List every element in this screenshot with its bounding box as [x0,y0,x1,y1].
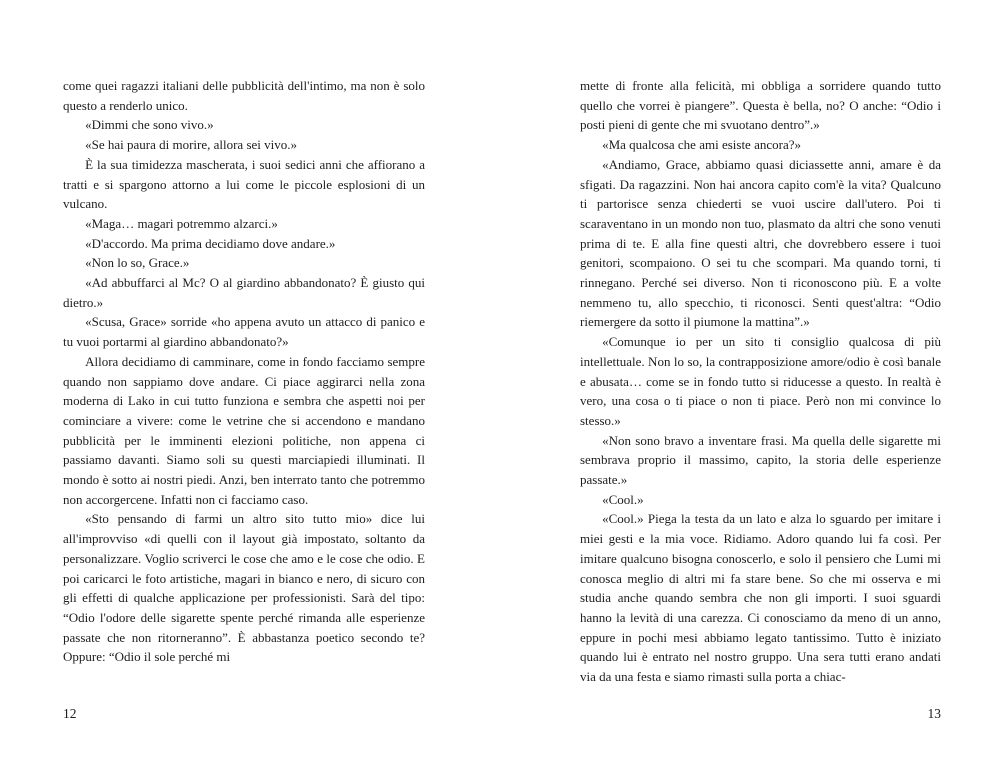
paragraph: «Se hai paura di morire, allora sei vivo.» [85,137,298,153]
paragraph: «Sto pensando di farmi un altro sito tutto mio» dice lui all'improvviso «di quelli con il layout già impostato, soltanto da personalizzare. Voglio scriverci le cose che amo e le cose che odio. E poi caricarci le foto artistiche, magari in bianco e nero, di sicuro con gli effetti di qualche applicazione per professionisti. Sarà del tipo: “Odio l'odore delle sigarette spente perché rimanda alle esperienze passate che non ritorneranno”. È abbastanza poetico secondo te? Oppure: “Odio il sole perché mi [63,511,425,665]
paragraph: «Maga… magari potremmo alzarci.» [85,215,278,231]
paragraph: «Dimmi che sono vivo.» [85,117,214,133]
paragraph: «Andiamo, Grace, abbiamo quasi diciassette anni, amare è da sfigati. Da ragazzini. Non hai ancora capito com'è la vita? Qualcuno ti partorisce senza chiederti se vuoi uscire dall'utero. Poi ti scaraventano in un mondo non tuo, plasmato da altri che sono venuti prima di te. E alla fine questi altri, che dovrebbero essere i tuoi genitori, scompaiono. O sei tu che scompari. Ma quando torni, ti rinnegano. Perché sei diverso. Non ti riconoscono più. E a volte nemmeno tu, allo specchio, ti riconosci. Senti quest'altra: “Odio riemergere da sotto il piumone la mattina”.» [580,156,941,330]
paragraph: «Cool.» Piega la testa da un lato e alza lo sguardo per imitare i miei gesti e la mia voce. Ridiamo. Adoro quando lui fa così. Per imitare qualcuno bisogna conoscerlo, e solo il pensiero che Lumi mi conosca meglio di altri mi fa stare bene. So che mi osserva e mi studia anche quando sembra che non gli importi. I suoi sguardi hanno la levità di una carezza. Ci conosciamo da meno di un anno, eppure in pochi mesi abbiamo legato tantissimo. Tutto è iniziato quando lui è entrato nel nostro gruppo. Una sera tutti erano andati via da una festa e siamo rimasti sulla porta a chiac- [580,511,941,685]
paragraph: «Ad abbuffarci al Mc? O al giardino abbandonato? È giusto qui dietro.» [63,275,425,310]
paragraph: «Ma qualcosa che ami esiste ancora?» [602,137,801,153]
paragraph: come quei ragazzi italiani delle pubblicità dell'intimo, ma non è solo questo a renderlo unico. [63,78,425,113]
page-right [500,0,1000,768]
page-right-text-block [580,76,941,687]
paragraph: «Non sono bravo a inventare frasi. Ma quella delle sigarette mi sembrava proprio il massimo, capito, la storia delle esperienze passate.» [580,432,941,488]
paragraph: Allora decidiamo di camminare, come in fondo facciamo sempre quando non sappiamo dove andare. Ci piace aggirarci nella zona moderna di Lako in cui tutto funziona e sembra che aspetti noi per cominciare a vivere: come le vetrine che si accendono e mandano pubblicità per le imminenti elezioni politiche, non appena ci passiamo davanti. Siamo soli su questi marciapiedi illuminati. Il mondo è sotto ai nostri piedi. Anzi, ben interrato tanto che potremmo non accorgercene. Infatti non ci facciamo caso. [63,353,425,507]
paragraph: mette di fronte alla felicità, mi obbliga a sorridere quando tutto quello che vorrei è piangere”. Questa è bella, no? O anche: “Odio i posti pieni di gente che mi svuotano dentro”.» [580,78,941,133]
page-number-left: 12 [63,706,77,721]
paragraph: «Comunque io per un sito ti consiglio qualcosa di più intellettuale. Non lo so, la contrapposizione amore/odio è così banale e abusata… come se in fondo tutto si riducesse a questo. In realtà è vero, una cosa o ti piace o non ti piace. Però non mi convince lo stesso.» [580,334,941,428]
paragraph: «D'accordo. Ma prima decidiamo dove andare.» [85,235,336,251]
page-left-text-block [63,76,425,667]
page-number-right: 13 [927,706,941,721]
paragraph: «Cool.» [602,491,644,507]
paragraph: È la sua timidezza mascherata, i suoi sedici anni che affiorano a tratti e si spargono attorno a lui come le piccole esplosioni di un vulcano. [63,156,425,212]
paragraph: «Non lo so, Grace.» [85,255,190,271]
paragraph: «Scusa, Grace» sorride «ho appena avuto un attacco di panico e tu vuoi portarmi al giardino abbandonato?» [63,314,425,350]
